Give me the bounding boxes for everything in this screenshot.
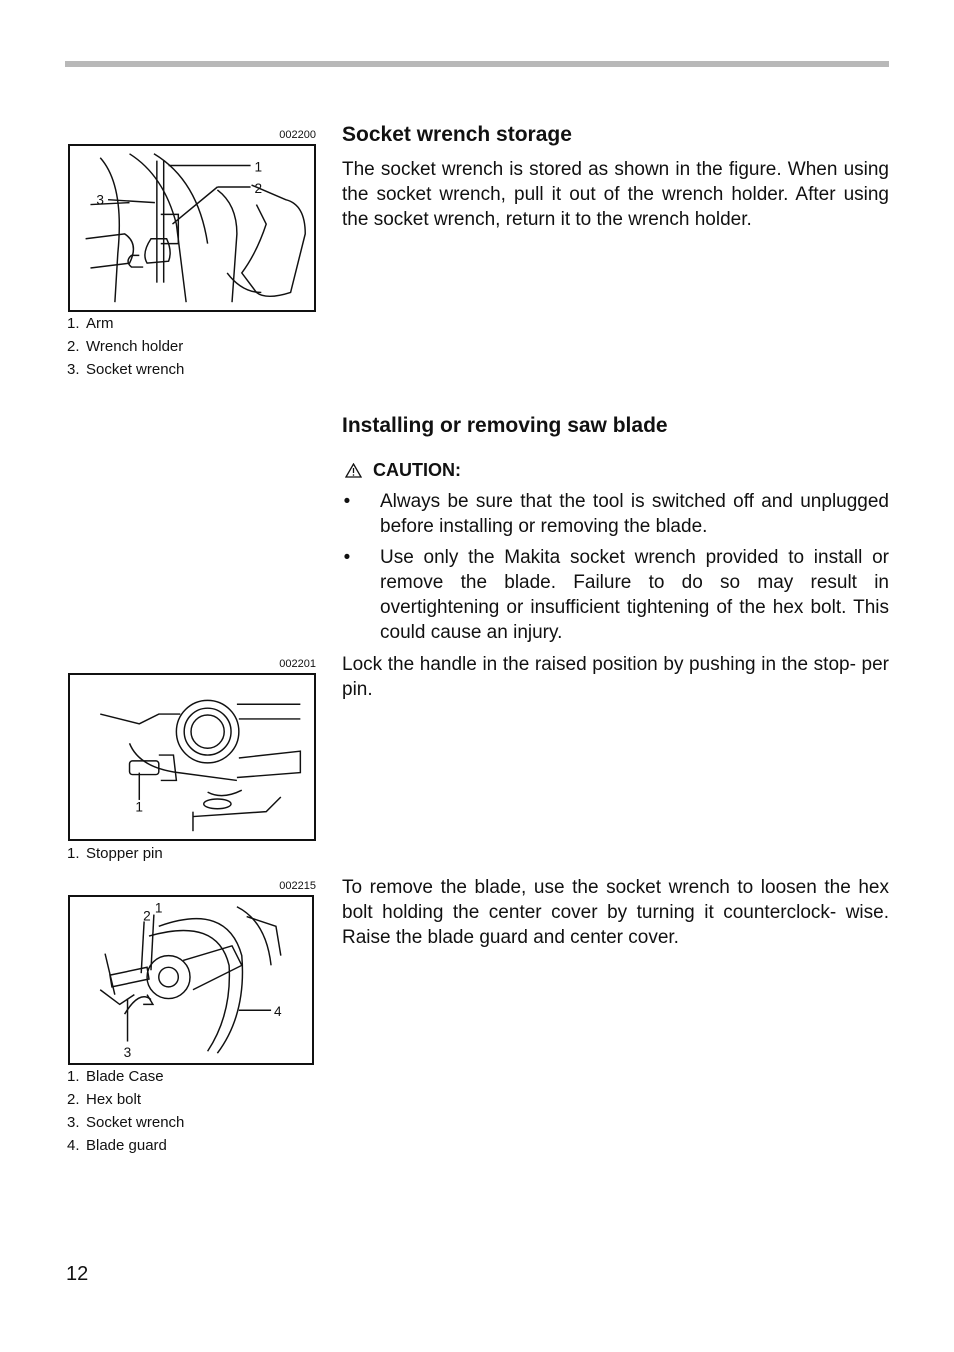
top-rule — [65, 61, 889, 67]
legend-item: 2. Hex bolt — [67, 1091, 142, 1108]
blade-removal-illustration — [70, 897, 312, 1063]
bullet-icon: • — [343, 547, 351, 568]
figure-legend — [67, 312, 184, 381]
legend-item: 1. Arm — [67, 315, 114, 332]
legend-item: 1. Blade Case — [67, 1068, 164, 1085]
caution-label — [345, 460, 461, 481]
body-paragraph: The socket wrench is stored as shown in the figure. When using the socket wrench, pull it out of the wrench holder. After using the socket wrench, return it to the wrench holder. — [342, 159, 889, 230]
figure-code: 002200 — [279, 129, 316, 141]
figure-socket-wrench-storage — [68, 144, 316, 312]
callout-2: 2 — [143, 908, 151, 924]
section-heading: Installing or removing saw blade — [342, 414, 668, 437]
socket-wrench-storage-illustration — [70, 146, 314, 310]
legend-item: 1. Stopper pin — [67, 845, 163, 862]
callout-2: 2 — [254, 180, 263, 196]
page-number: 12 — [66, 1263, 89, 1285]
legend-item: 2. Wrench holder — [67, 338, 184, 355]
legend-item: 4. Blade guard — [67, 1137, 167, 1154]
callout-3: 3 — [123, 1045, 132, 1061]
list-item: • Use only the Makita socket wrench provided to install or remove the blade. Failure to do so may result in overtightening or insufficient tightening of the hex bolt. This could cause an injury. — [343, 547, 889, 643]
callout-1: 1 — [154, 900, 163, 916]
callout-3: 3 — [96, 192, 104, 208]
legend-item: 3. Socket wrench — [67, 361, 185, 378]
section-heading: Socket wrench storage — [342, 123, 572, 146]
caution-list — [342, 489, 889, 651]
callout-4: 4 — [274, 1004, 282, 1020]
caution-text: CAUTION: — [373, 460, 461, 480]
figure-blade-removal — [68, 895, 314, 1065]
legend-item: 3. Socket wrench — [67, 1114, 185, 1131]
figure-legend — [67, 842, 163, 865]
bullet-icon: • — [343, 491, 351, 512]
body-paragraph: Lock the handle in the raised position by pushing in the stop- per pin. — [342, 654, 889, 700]
list-item: • Always be sure that the tool is switched off and unplugged before installing or removing the blade. — [343, 491, 889, 537]
figure-stopper-pin — [68, 673, 316, 841]
figure-code: 002201 — [279, 658, 316, 670]
figure-code: 002215 — [279, 880, 316, 892]
callout-1: 1 — [135, 799, 143, 815]
warning-triangle-icon — [345, 463, 362, 478]
figure-legend — [67, 1065, 184, 1157]
body-paragraph: To remove the blade, use the socket wrench to loosen the hex bolt holding the center cover by turning it counterclock- wise. Raise the blade guard and center cover. — [342, 877, 889, 948]
callout-1: 1 — [254, 159, 263, 175]
stopper-pin-illustration — [70, 675, 314, 839]
